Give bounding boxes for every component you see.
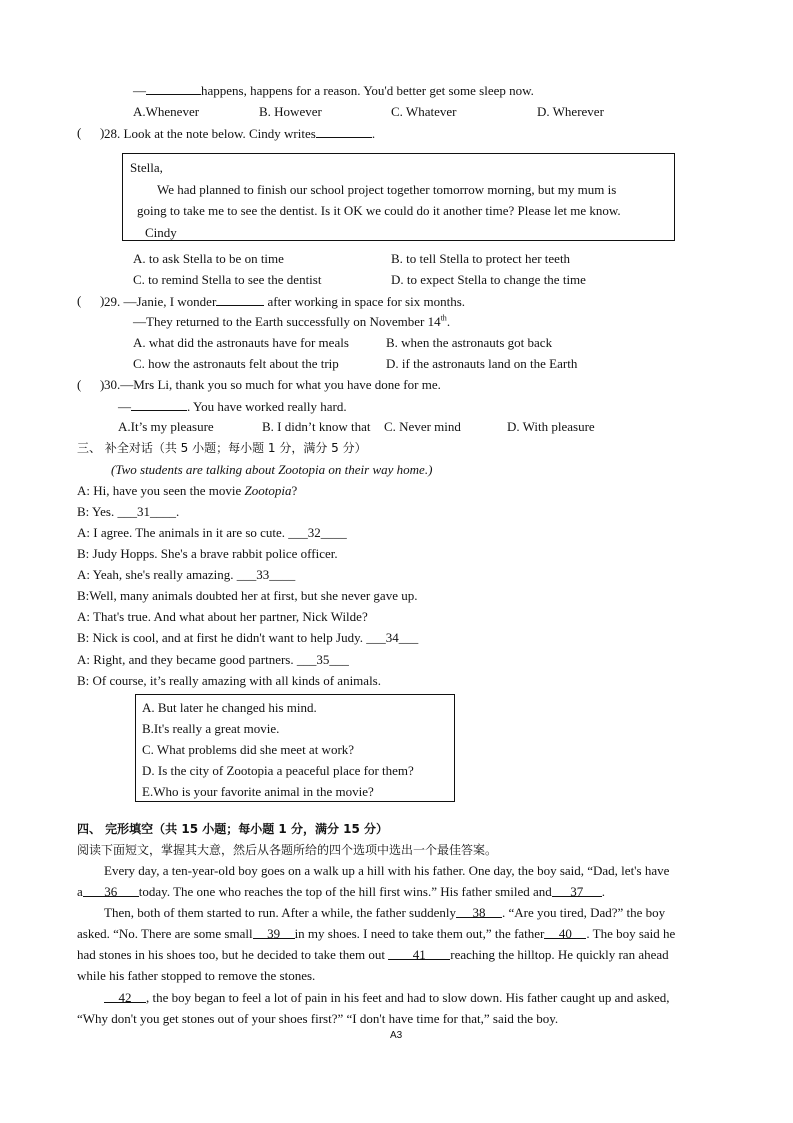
dialogue-blank: ___34___	[366, 630, 419, 645]
section4-heading: 四、 完形填空（共 15 小题；每小题 1 分，满分 15 分）	[77, 822, 388, 836]
q30-option-c: C. Never mind	[384, 419, 461, 434]
q27-option-c: C. Whatever	[391, 104, 457, 119]
note-salutation: Stella,	[130, 160, 163, 175]
q28-stem	[104, 125, 375, 142]
cloze-blank-40	[544, 926, 586, 939]
dialogue-line	[77, 630, 418, 646]
section3-heading: 三、 补全对话（共 5 小题；每小题 1 分，满分 5 分）	[77, 441, 367, 455]
q28-stem-text: 28. Look at the note below. Cindy writes	[104, 126, 316, 141]
dialogue-blank: ___35___	[296, 652, 349, 667]
section3-intro-title: Zootopia	[278, 462, 326, 477]
q30-answer-paren-close: )	[100, 377, 105, 392]
passage-line: while his father stopped to remove the stones.	[77, 968, 316, 983]
dialogue-text: A: I agree. The animals in it are so cute.	[77, 525, 289, 540]
passage-line	[104, 990, 669, 1006]
passage-text: . The boy said he	[586, 926, 676, 941]
cloze-blank-41	[388, 947, 450, 960]
dialogue-line	[77, 609, 368, 625]
q29-stem-a: 29. —Janie, I wonder	[104, 294, 217, 309]
passage-text: asked. “No. There are some small	[77, 926, 253, 941]
cloze-blank-38	[456, 905, 502, 918]
passage-line: “Why don't you get stones out of your shoes first?” “I don't have time for that,” said the boy.	[77, 1011, 559, 1026]
q28-option-b: B. to tell Stella to protect her teeth	[391, 251, 571, 266]
note-body-line-1: We had planned to finish our school project together tomorrow morning, but my mum is	[157, 182, 617, 197]
q29-reply	[133, 314, 450, 330]
page-number: A3	[390, 1030, 403, 1041]
q29-option-c: C. how the astronauts felt about the trip	[133, 356, 339, 371]
answer-blank	[316, 125, 372, 138]
q29-reply-sup: th	[440, 313, 447, 323]
q29-answer-paren-close: )	[100, 293, 105, 308]
dialogue-text: B: Judy Hopps. She's a brave rabbit police officer.	[77, 546, 338, 561]
passage-text: reaching the hilltop. He quickly ran ahead	[450, 947, 669, 962]
passage-text: had stones in his shoes too, but he decided to take them out	[77, 947, 389, 962]
section3-intro	[111, 462, 432, 478]
cloze-blank-39	[253, 926, 295, 939]
cloze-number: 36	[104, 884, 118, 899]
passage-line: Every day, a ten-year-old boy goes on a walk up a hill with his father. One day, the boy said, “Dad, let's have	[104, 863, 670, 878]
passage-text: , the boy began to feel a lot of pain in his feet and had to slow down. His father caught up and asked,	[146, 990, 670, 1005]
q29-option-b: B. when the astronauts got back	[386, 335, 553, 350]
passage-text: Then, both of them started to run. After a while, the father suddenly	[104, 905, 456, 920]
answer-blank	[146, 82, 201, 95]
option-item: E.Who is your favorite animal in the movie?	[142, 784, 374, 799]
cloze-number: 38	[472, 905, 486, 920]
passage-line	[77, 926, 675, 942]
dialogue-punct: .	[175, 504, 180, 519]
dialogue-blank: ___33____	[236, 567, 296, 582]
dialogue-line	[77, 588, 417, 604]
cloze-blank-42	[104, 990, 146, 1003]
dialogue-text: A: That's true. And what about her partner, Nick Wilde?	[77, 609, 368, 624]
q30-answer-paren-open: (	[77, 377, 82, 392]
dialogue-line	[77, 483, 297, 499]
q29-option-d: D. if the astronauts land on the Earth	[386, 356, 578, 371]
q27-option-a: A.Whenever	[133, 104, 200, 119]
dialogue-text: A: Right, and they became good partners.	[77, 652, 297, 667]
passage-line	[104, 905, 665, 921]
option-item: B.It's really a great movie.	[142, 721, 280, 736]
dialogue-punct: ?	[291, 483, 298, 498]
passage-text: . “Are you tired, Dad?” the boy	[501, 905, 666, 920]
section4-instruction: 阅读下面短文，掌握其大意，然后从各题所给的四个选项中选出一个最佳答案。	[77, 843, 498, 857]
q27-option-b: B. However	[259, 104, 322, 119]
passage-text: in my shoes. I need to take them out,” the father	[294, 926, 545, 941]
cloze-number: 39	[267, 926, 281, 941]
passage-text: a	[77, 884, 83, 899]
passage-text: .	[601, 884, 606, 899]
q30-reply-dash: —	[118, 399, 131, 414]
q30-option-a: A.It’s my pleasure	[118, 419, 214, 434]
dialogue-line	[77, 525, 347, 541]
movie-title: Zootopia	[244, 483, 292, 498]
section3-intro-b: on their way home.)	[325, 462, 433, 477]
note-signature: Cindy	[145, 225, 177, 240]
passage-line	[77, 947, 669, 963]
q28-answer-paren-close: )	[100, 125, 105, 140]
answer-blank	[216, 293, 264, 306]
option-item: A. But later he changed his mind.	[142, 700, 317, 715]
cloze-number: 40	[558, 926, 572, 941]
q28-stem-end: .	[371, 126, 376, 141]
q30-reply	[118, 398, 347, 415]
dialogue-text: B: Yes.	[77, 504, 118, 519]
q29-answer-paren-open: (	[77, 293, 82, 308]
q28-option-c: C. to remind Stella to see the dentist	[133, 272, 322, 287]
q27-dash: —	[133, 83, 146, 98]
q27-stem-text: happens, happens for a reason. You'd better get some sleep now.	[201, 83, 534, 98]
dialogue-line	[77, 546, 338, 562]
q28-option-d: D. to expect Stella to change the time	[391, 272, 586, 287]
option-item: D. Is the city of Zootopia a peaceful place for them?	[142, 763, 414, 778]
dialogue-text: B:Well, many animals doubted her at first, but she never gave up.	[77, 588, 418, 603]
note-body-line-2: going to take me to see the dentist. Is it OK we could do it another time? Please let me know.	[137, 203, 621, 218]
dialogue-text: B: Nick is cool, and at first he didn't want to help Judy.	[77, 630, 367, 645]
cloze-number: 41	[412, 947, 426, 962]
q29-reply-text: —They returned to the Earth successfully on November 14	[133, 314, 441, 329]
q30-option-d: D. With pleasure	[507, 419, 595, 434]
q29-reply-end: .	[446, 314, 451, 329]
dialogue-blank: ___32____	[288, 525, 347, 540]
q29-stem	[104, 293, 465, 310]
dialogue-line	[77, 504, 179, 520]
section3-intro-a: (Two students are talking about	[111, 462, 279, 477]
dialogue-line	[77, 652, 349, 668]
dialogue-text: B: Of course, it’s really amazing with all kinds of animals.	[77, 673, 381, 688]
cloze-blank-37	[552, 884, 602, 897]
dialogue-line	[77, 673, 381, 689]
option-item: C. What problems did she meet at work?	[142, 742, 355, 757]
q30-option-b: B. I didn’t know that	[262, 419, 371, 434]
dialogue-text: A: Yeah, she's really amazing.	[77, 567, 237, 582]
q27-stem	[133, 82, 534, 99]
cloze-number: 42	[118, 990, 132, 1005]
passage-line	[77, 884, 605, 900]
q30-stem: 30.—Mrs Li, thank you so much for what you have done for me.	[104, 377, 441, 392]
dialogue-blank: ___31____	[117, 504, 176, 519]
q28-answer-paren-open: (	[77, 125, 82, 140]
q30-reply-text: . You have worked really hard.	[187, 399, 347, 414]
dialogue-line	[77, 567, 295, 583]
passage-text: today. The one who reaches the top of the hill first wins.” His father smiled and	[138, 884, 552, 899]
q28-option-a: A. to ask Stella to be on time	[133, 251, 284, 266]
dialogue-text: A: Hi, have you seen the movie	[77, 483, 245, 498]
cloze-blank-36	[83, 884, 139, 897]
cloze-number: 37	[570, 884, 584, 899]
q29-option-a: A. what did the astronauts have for meals	[133, 335, 349, 350]
q27-option-d: D. Wherever	[537, 104, 604, 119]
q29-stem-b: after working in space for six months.	[264, 294, 466, 309]
answer-blank	[131, 398, 187, 411]
